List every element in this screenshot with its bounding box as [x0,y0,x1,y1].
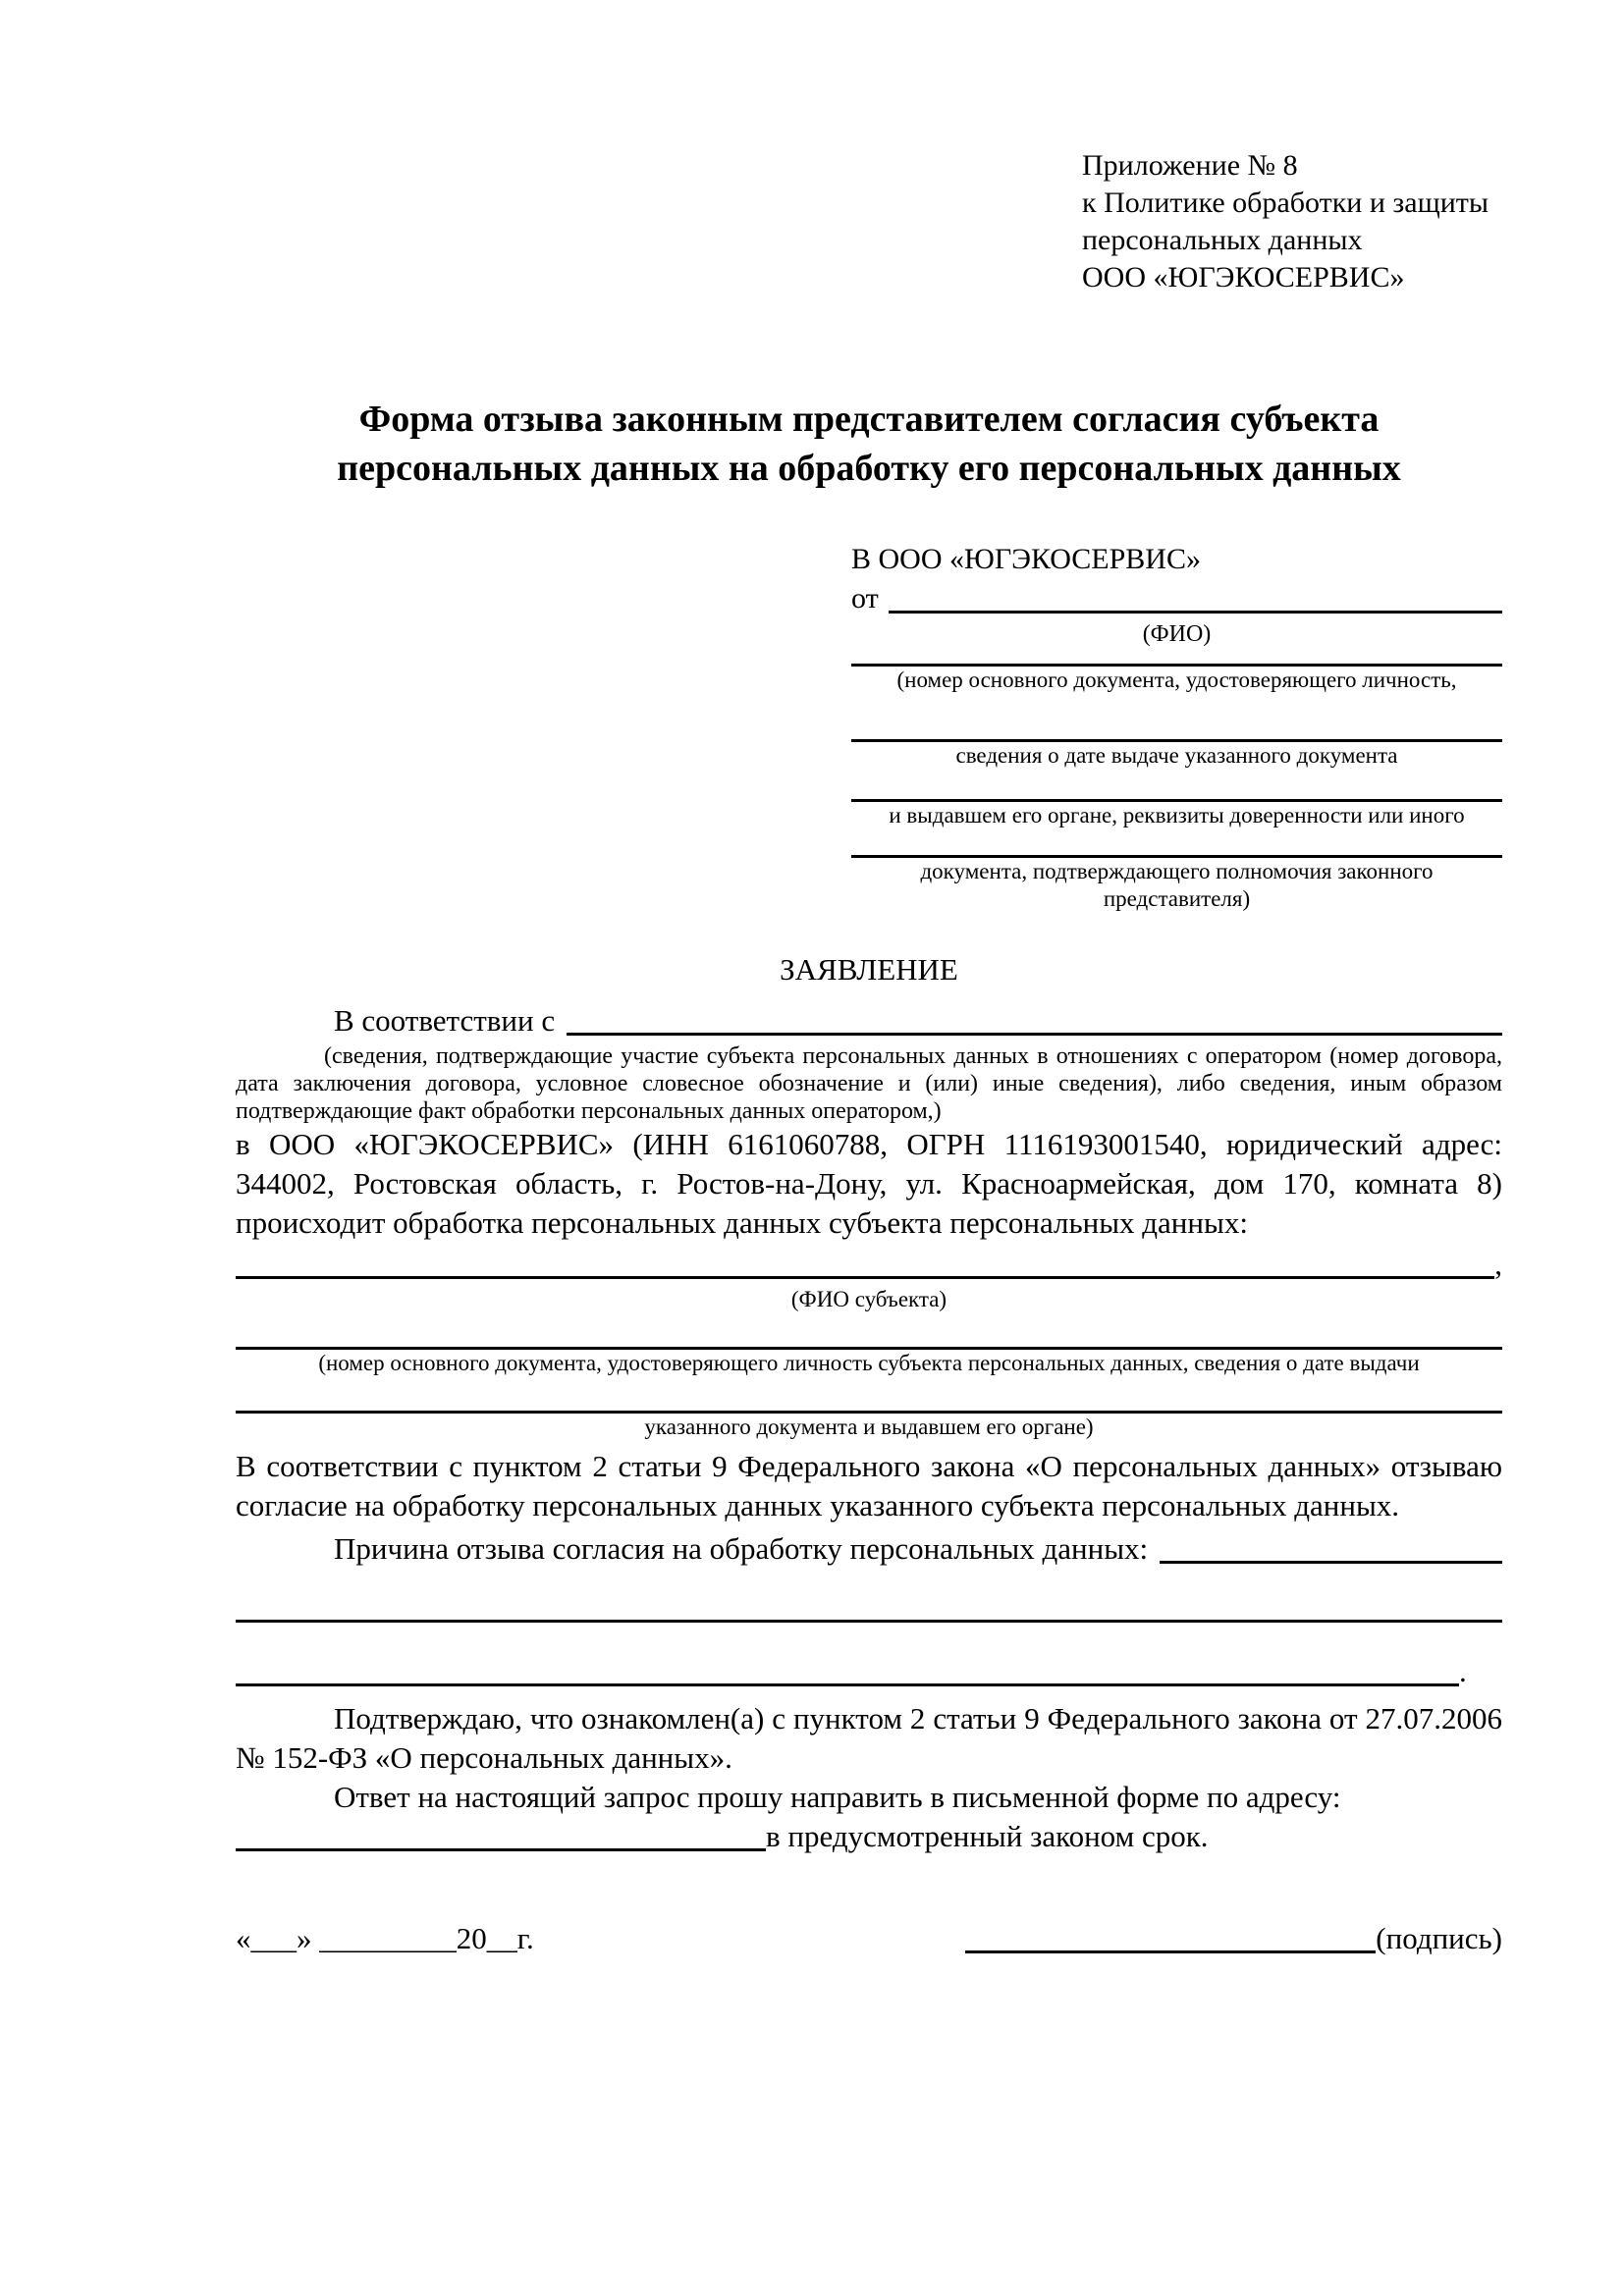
reason-label: Причина отзыва согласия на обработку персональных данных: [334,1531,1149,1566]
date-field: «___» _________20__г. [236,1921,534,1955]
addressee-organization: В ООО «ЮГЭКОСЕРВИС» [851,543,1201,575]
from-label: от [851,582,879,614]
subject-name-row [236,1245,1502,1284]
reason-fill-line [1160,1561,1502,1564]
reason-fill-line-3 [236,1683,1459,1686]
blank-row [851,648,1502,694]
document-number-caption: (номер основного документа, удостоверяющего личность, [896,667,1457,692]
title-line-2: персональных данных на обработку его персональных данных [337,448,1401,489]
statement-heading: ЗАЯВЛЕНИЕ [780,952,958,987]
reply-address-row [236,1817,1502,1856]
blank-row [851,770,1502,829]
document-number-fill-line [851,648,1502,667]
reason-fill-row-3 [236,1652,1502,1691]
reply-suffix: в предусмотренный законом срок. [766,1819,1209,1853]
issuing-authority-caption: и выдавшем его органе, реквизиты доверенности или иного [889,803,1465,828]
signature-caption: (подпись) [1376,1921,1502,1955]
signature-row [236,1919,1502,1958]
appendix-line-1: Приложение № 8 [1082,149,1298,182]
reply-paragraph: Ответ на настоящий запрос прошу направить в письменной форме по адресу: [334,1780,1341,1814]
appendix-header [1082,147,1502,296]
reason-row [236,1529,1502,1569]
document-title [236,395,1502,493]
reply-address-fill-line [236,1848,766,1851]
basis-fill-line [567,1033,1502,1036]
signature-fill-line [965,1950,1376,1953]
subject-document-caption-1: (номер основного документа, удостоверяющего личность субъекта персональных данных, сведения о дате выдачи [318,1351,1420,1375]
subject-document-fill-line [236,1313,1502,1350]
title-line-1: Форма отзыва законным представителем согласия субъекта [358,399,1380,440]
representative-name-fill-line [889,611,1502,614]
subject-fio-caption: (ФИО субъекта) [790,1287,947,1311]
operator-paragraph: в ООО «ЮГЭКОСЕРВИС» (ИНН 6161060788, ОГРН 1116193001540, юридический адрес: 344002, Ростовская область, г. Ростов-на-Дону, ул. Красноармейская, дом 170, комната 8) происходит обработка персональных данных субъекта персональных данных: [236,1127,1502,1240]
period-tail: . [1459,1654,1467,1688]
from-row [851,579,1502,618]
blank-row [236,1313,1502,1377]
withdraw-paragraph: В соответствии с пунктом 2 статьи 9 Федерального закона «О персональных данных» отзываю согласие на обработку персональных данных указанного субъекта персональных данных. [236,1449,1502,1522]
appendix-line-4: ООО «ЮГЭКОСЕРВИС» [1082,261,1405,294]
confirm-paragraph: Подтверждаю, что ознакомлен(а) с пунктом 2 статьи 9 Федерального закона от 27.07.2006 № 152-ФЗ «О персональных данных». [236,1701,1502,1775]
appendix-line-2: к Политике обработки и защиты [1082,187,1489,219]
issue-date-caption: сведения о дате выдаче указанного документа [955,743,1398,768]
subject-name-fill-line [236,1276,1494,1279]
subject-document-fill-line-2 [236,1377,1502,1414]
authority-document-fill-line [851,829,1502,858]
comma-tail: , [1494,1247,1502,1281]
reason-fill-line-2 [236,1620,1502,1623]
issue-date-fill-line [851,694,1502,742]
issuing-authority-fill-line [851,770,1502,802]
authority-document-caption: документа, подтверждающего полномочия законного представителя) [920,859,1434,911]
according-row [236,1001,1502,1041]
blank-row [851,829,1502,913]
signature-group [965,1919,1502,1958]
fio-caption: (ФИО) [1142,621,1212,647]
basis-footnote: (сведения, подтверждающие участие субъекта персональных данных в отношениях с оператором (номер договора, дата заключения договора, условное словесное обозначение и (или) иные сведения), либо сведения, иным образом подтверждающие факт обработки персональных данных оператором,) [236,1043,1502,1124]
blank-row [851,694,1502,770]
subject-document-caption-2: указанного документа и выдавшем его органе) [644,1415,1094,1439]
blank-row [236,1377,1502,1441]
addressee-block [851,540,1502,913]
according-prefix: В соответствии с [334,1003,556,1038]
appendix-line-3: персональных данных [1082,224,1363,256]
